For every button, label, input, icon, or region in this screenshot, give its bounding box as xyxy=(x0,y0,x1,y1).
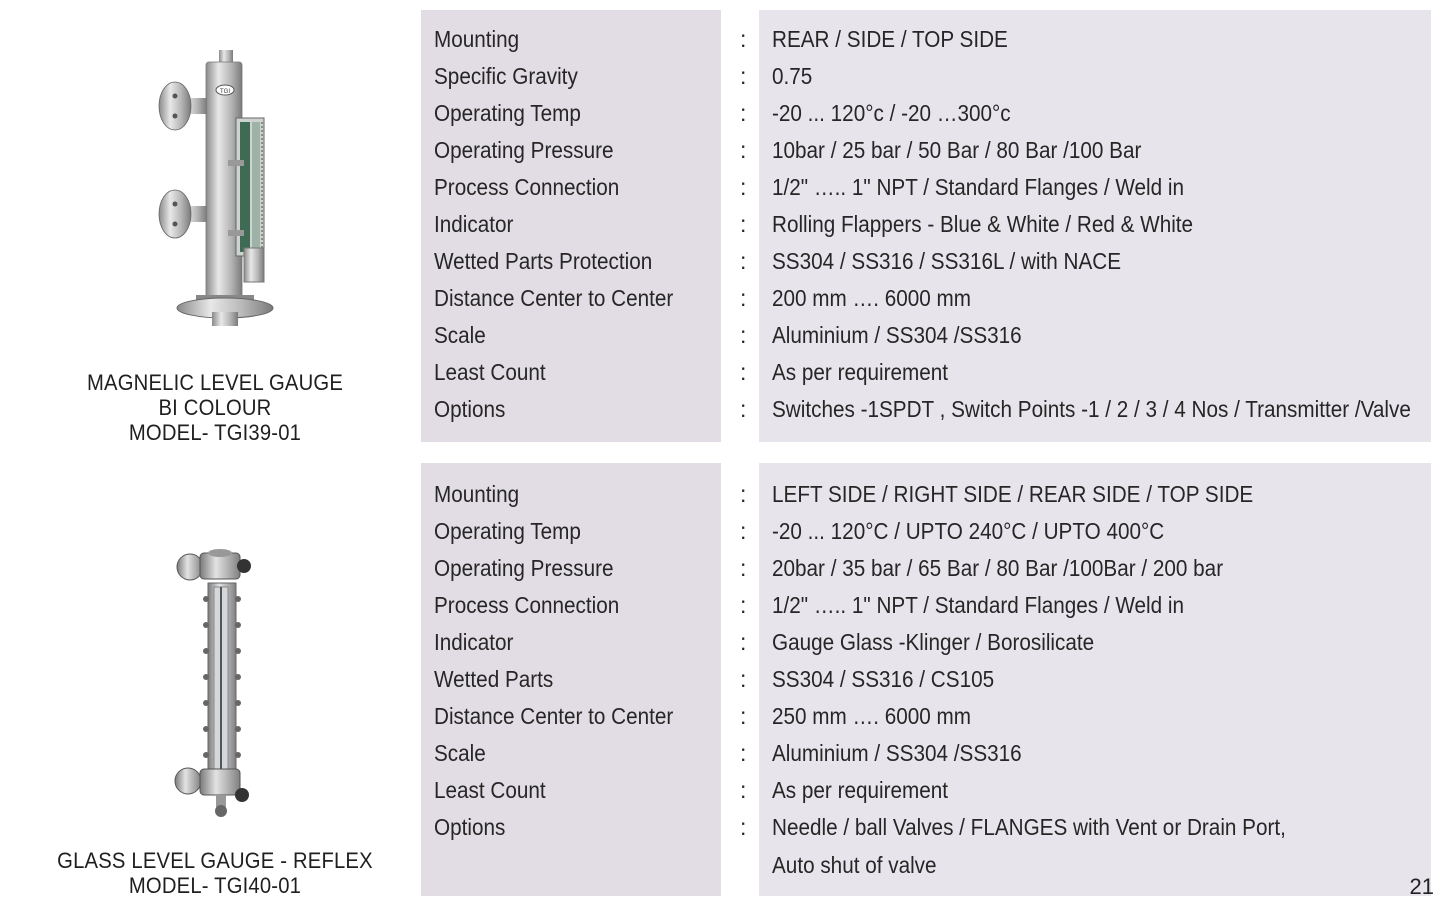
spec-label: Specific Gravity xyxy=(434,63,578,89)
spec-separator: : xyxy=(740,174,747,200)
spec-value: 1/2" ….. 1" NPT / Standard Flanges / Weld in xyxy=(772,592,1185,618)
spec-separator: : xyxy=(740,396,747,422)
spec-label: Scale xyxy=(434,740,486,766)
spec-separator: : xyxy=(740,63,747,89)
spec-value: REAR / SIDE / TOP SIDE xyxy=(772,26,1008,52)
spec-row xyxy=(0,394,1440,431)
spec-label: Distance Center to Center xyxy=(434,285,674,311)
caption-line: MODEL- TGI39-01 xyxy=(128,420,302,445)
spec-separator: : xyxy=(740,359,747,385)
spec-row xyxy=(0,98,1440,135)
spec-row xyxy=(0,246,1440,283)
spec-separator: : xyxy=(740,666,747,692)
spec-label: Process Connection xyxy=(434,592,620,618)
spec-row xyxy=(0,516,1440,553)
spec-row xyxy=(0,775,1440,812)
spec-row xyxy=(0,24,1440,61)
spec-separator: : xyxy=(740,481,747,507)
spec-row xyxy=(0,664,1440,701)
spec-value: LEFT SIDE / RIGHT SIDE / REAR SIDE / TOP SIDE xyxy=(772,481,1254,507)
spec-value: Switches -1SPDT , Switch Points -1 / 2 / 3 / 4 Nos / Transmitter /Valve xyxy=(772,396,1411,422)
spec-row xyxy=(0,320,1440,357)
spec-separator: : xyxy=(740,100,747,126)
spec-separator: : xyxy=(740,322,747,348)
spec-label: Options xyxy=(434,814,506,840)
spec-row xyxy=(0,553,1440,590)
spec-row xyxy=(0,209,1440,246)
spec-separator: : xyxy=(740,777,747,803)
spec-label: Distance Center to Center xyxy=(434,703,674,729)
spec-value: 0.75 xyxy=(772,63,813,89)
spec-separator: : xyxy=(740,629,747,655)
spec-value: 200 mm …. 6000 mm xyxy=(772,285,972,311)
product-section-1 xyxy=(0,10,1440,445)
spec-value: As per requirement xyxy=(772,359,949,385)
svg-text:TGI: TGI xyxy=(220,89,230,95)
spec-value: -20 ... 120°c / -20 …300°c xyxy=(772,100,1011,126)
spec-label: Mounting xyxy=(434,26,520,52)
spec-value: 10bar / 25 bar / 50 Bar / 80 Bar /100 Bar xyxy=(772,137,1142,163)
spec-row xyxy=(0,627,1440,664)
spec-value: 250 mm …. 6000 mm xyxy=(772,703,972,729)
spec-row xyxy=(0,283,1440,320)
spec-label: Least Count xyxy=(434,777,546,803)
spec-row xyxy=(0,61,1440,98)
spec-label: Scale xyxy=(434,322,486,348)
spec-row-continuation xyxy=(0,850,1440,887)
spec-separator: : xyxy=(740,518,747,544)
spec-separator: : xyxy=(740,703,747,729)
page-number: 21 xyxy=(1409,874,1434,899)
spec-label: Wetted Parts xyxy=(434,666,554,692)
spec-row xyxy=(0,357,1440,394)
spec-label: Operating Pressure xyxy=(434,137,614,163)
spec-row xyxy=(0,738,1440,775)
spec-label: Operating Temp xyxy=(434,100,581,126)
spec-value: Needle / ball Valves / FLANGES with Vent or Drain Port, xyxy=(772,814,1286,840)
spec-separator: : xyxy=(740,211,747,237)
spec-value: SS304 / SS316 / SS316L / with NACE xyxy=(772,248,1122,274)
spec-value: -20 ... 120°C / UPTO 240°C / UPTO 400°C xyxy=(772,518,1165,544)
spec-separator: : xyxy=(740,555,747,581)
spec-value: Gauge Glass -Klinger / Borosilicate xyxy=(772,629,1095,655)
spec-label: Operating Pressure xyxy=(434,555,614,581)
spec-label: Least Count xyxy=(434,359,546,385)
spec-separator: : xyxy=(740,740,747,766)
caption-line: MAGNELIC LEVEL GAUGE xyxy=(86,370,344,395)
spec-value: 1/2" ….. 1" NPT / Standard Flanges / Weld in xyxy=(772,174,1185,200)
product-section-2 xyxy=(0,463,1440,896)
spec-separator: : xyxy=(740,814,747,840)
spec-value: Auto shut of valve xyxy=(772,852,937,878)
spec-row xyxy=(0,135,1440,172)
spec-label: Indicator xyxy=(434,629,514,655)
spec-label: Indicator xyxy=(434,211,514,237)
spec-label: Options xyxy=(434,396,506,422)
spec-label: Mounting xyxy=(434,481,520,507)
caption-line: BI COLOUR xyxy=(158,395,272,420)
spec-value: As per requirement xyxy=(772,777,949,803)
spec-separator: : xyxy=(740,26,747,52)
spec-separator: : xyxy=(740,248,747,274)
spec-row xyxy=(0,590,1440,627)
spec-separator: : xyxy=(740,285,747,311)
spec-row xyxy=(0,172,1440,209)
spec-value: Rolling Flappers - Blue & White / Red & White xyxy=(772,211,1194,237)
caption-line: MODEL- TGI40-01 xyxy=(128,873,302,898)
spec-row xyxy=(0,701,1440,738)
caption-line: GLASS LEVEL GAUGE - REFLEX xyxy=(57,848,373,873)
spec-value: SS304 / SS316 / CS105 xyxy=(772,666,995,692)
spec-value: Aluminium / SS304 /SS316 xyxy=(772,740,1022,766)
spec-label: Operating Temp xyxy=(434,518,581,544)
spec-label: Process Connection xyxy=(434,174,620,200)
spec-separator: : xyxy=(740,137,747,163)
spec-label: Wetted Parts Protection xyxy=(434,248,653,274)
spec-separator: : xyxy=(740,592,747,618)
spec-value: Aluminium / SS304 /SS316 xyxy=(772,322,1022,348)
spec-value: 20bar / 35 bar / 65 Bar / 80 Bar /100Bar / 200 bar xyxy=(772,555,1224,581)
spec-row xyxy=(0,479,1440,516)
spec-row xyxy=(0,812,1440,849)
